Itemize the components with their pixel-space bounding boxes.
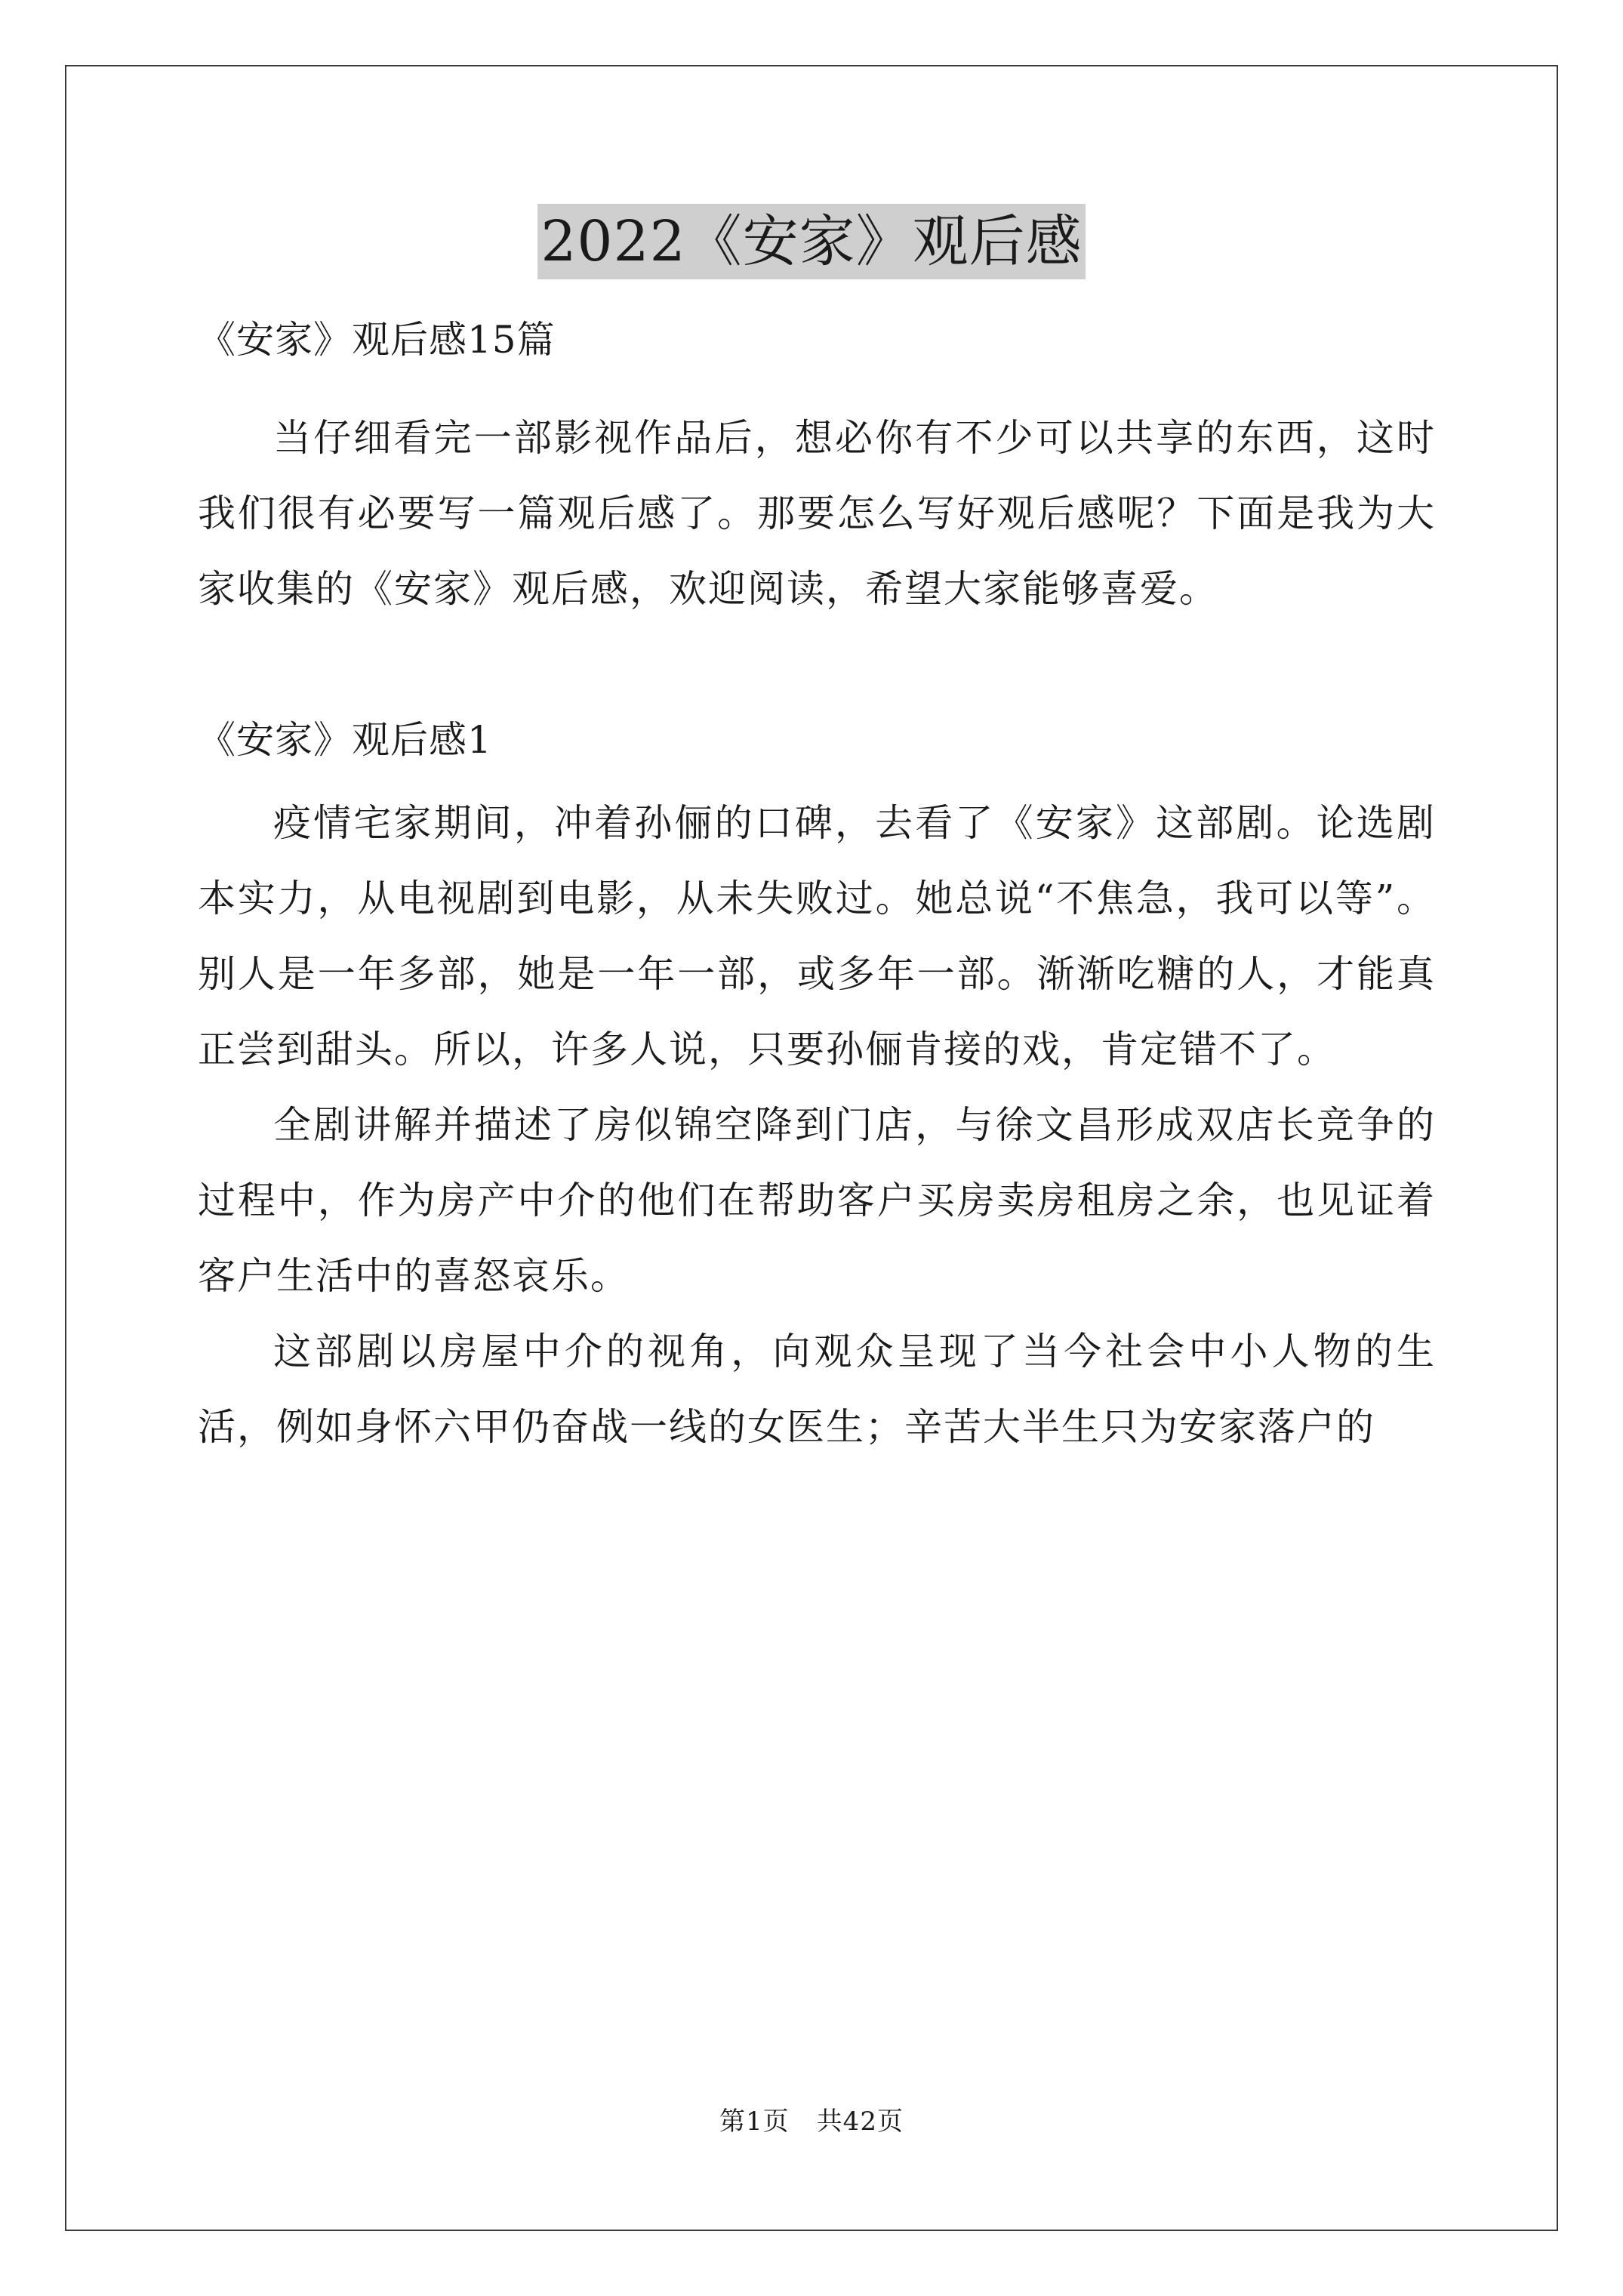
page-number: 第1页: [719, 2106, 790, 2137]
document-title: 2022《安家》观后感: [537, 204, 1085, 279]
page-footer: [0, 2103, 1623, 2140]
spacer: [198, 778, 1436, 785]
body-paragraph-1: 疫情宅家期间，冲着孙俪的口碑，去看了《安家》这部剧。论选剧本实力，从电视剧到电影，从未失败过。她总说“不焦急，我可以等”。别人是一年多部，她是一年一部，或多年一部。渐渐吃糖的人，才能真正尝到甜头。所以，许多人说，只要孙俪肯接的戏，肯定错不了。: [198, 801, 1436, 1071]
page-total: 共42页: [816, 2106, 904, 2137]
document-body: [198, 302, 1436, 1465]
document-subtitle: 《安家》观后感15篇: [198, 318, 556, 362]
section-heading: 《安家》观后感1: [198, 718, 492, 762]
body-paragraph-2: 全剧讲解并描述了房似锦空降到门店，与徐文昌形成双店长竞争的过程中，作为房产中介的他们在帮助客户买房卖房租房之余，也见证着客户生活中的喜怒哀乐。: [198, 1103, 1436, 1298]
body-paragraph-3: 这部剧以房屋中介的视角，向观众呈现了当今社会中小人物的生活，例如身怀六甲仍奋战一线的女医生；辛苦大半生只为安家落户的: [198, 1330, 1436, 1449]
spacer: [198, 627, 1436, 702]
spacer: [198, 378, 1436, 400]
intro-paragraph: 当仔细看完一部影视作品后，想必你有不少可以共享的东西，这时我们很有必要写一篇观后感了。那要怎么写好观后感呢？下面是我为大家收集的《安家》观后感，欢迎阅读，希望大家能够喜爱。: [198, 416, 1436, 611]
title-container: [0, 204, 1623, 279]
